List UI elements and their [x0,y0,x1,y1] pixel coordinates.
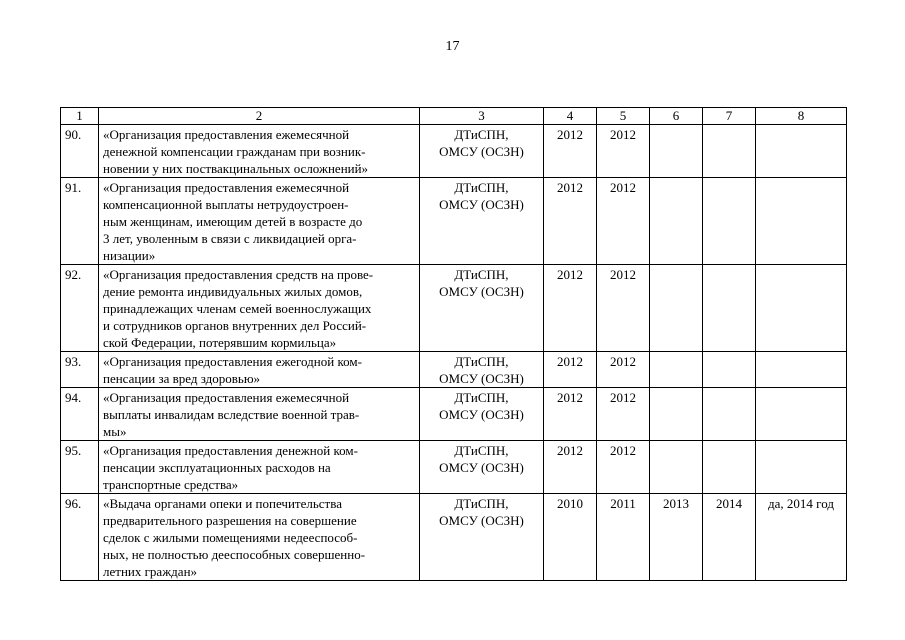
responsible-org [420,265,544,352]
service-name [99,125,420,178]
service-name-line: компенсационной выплаты нетрудоустроен- [103,197,349,212]
service-name-line: «Организация предоставления ежегодной ком- [103,354,362,369]
service-name-line: пенсации за вред здоровью» [103,371,261,386]
header-cell: 6 [650,108,703,125]
year-cell-7 [703,388,756,441]
note-cell-8 [756,352,847,388]
year-cell-5: 2012 [597,178,650,265]
year-cell-4: 2012 [544,125,597,178]
year-cell-6 [650,178,703,265]
header-cell: 1 [61,108,99,125]
row-number: 91. [61,178,99,265]
table-row [61,352,847,388]
responsible-org-line: ДТиСПН, [454,354,509,369]
responsible-org-line: ОМСУ (ОСЗН) [439,407,524,422]
responsible-org [420,352,544,388]
year-cell-7 [703,352,756,388]
note-cell-8 [756,441,847,494]
year-cell-6 [650,441,703,494]
row-number: 90. [61,125,99,178]
year-cell-4: 2012 [544,441,597,494]
service-name-line: «Организация предоставления ежемесячной [103,127,350,142]
table-header-row [61,108,847,125]
header-cell: 5 [597,108,650,125]
header-cell: 4 [544,108,597,125]
service-name-line: 3 лет, уволенным в связи с ликвидацией орга- [103,231,357,246]
row-number: 94. [61,388,99,441]
year-cell-4: 2010 [544,494,597,581]
responsible-org-line: ДТиСПН, [454,390,509,405]
responsible-org-line: ОМСУ (ОСЗН) [439,513,524,528]
responsible-org-line: ДТиСПН, [454,443,509,458]
service-name-line: новении у них поствакцинальных осложнений» [103,161,369,176]
header-cell: 8 [756,108,847,125]
year-cell-6 [650,125,703,178]
note-cell-8 [756,388,847,441]
service-name-line: «Организация предоставления денежной ком- [103,443,358,458]
service-name-line: низации» [103,248,156,263]
services-table [60,107,847,581]
service-name-line: и сотрудников органов внутренних дел Россий- [103,318,367,333]
service-name-line: ской Федерации, потерявшим кормильца» [103,335,337,350]
year-cell-4: 2012 [544,265,597,352]
service-name-line: выплаты инвалидам вследствие военной трав- [103,407,360,422]
year-cell-7 [703,178,756,265]
note-cell-8 [756,125,847,178]
service-name-line: «Организация предоставления ежемесячной [103,180,350,195]
note-cell-8 [756,265,847,352]
responsible-org-line: ОМСУ (ОСЗН) [439,197,524,212]
responsible-org [420,441,544,494]
year-cell-6: 2013 [650,494,703,581]
service-name [99,494,420,581]
responsible-org-line: ДТиСПН, [454,496,509,511]
service-name [99,441,420,494]
service-name [99,178,420,265]
service-name [99,388,420,441]
service-name-line: «Выдача органами опеки и попечительства [103,496,342,511]
row-number: 95. [61,441,99,494]
year-cell-6 [650,265,703,352]
service-name-line: дение ремонта индивидуальных жилых домов, [103,284,363,299]
year-cell-4: 2012 [544,388,597,441]
responsible-org-line: ДТиСПН, [454,267,509,282]
service-name-line: денежной компенсации гражданам при возник- [103,144,366,159]
service-name-line: принадлежащих членам семей военнослужащих [103,301,372,316]
service-name-line: транспортные средства» [103,477,239,492]
service-name-line: предварительного разрешения на совершение [103,513,357,528]
note-cell-8: да, 2014 год [756,494,847,581]
responsible-org [420,388,544,441]
year-cell-7 [703,265,756,352]
year-cell-5: 2012 [597,352,650,388]
responsible-org-line: ОМСУ (ОСЗН) [439,144,524,159]
service-name-line: ных, не полностью дееспособных совершенно- [103,547,366,562]
note-cell-8 [756,178,847,265]
year-cell-4: 2012 [544,352,597,388]
service-name-line: мы» [103,424,127,439]
responsible-org-line: ДТиСПН, [454,127,509,142]
year-cell-7 [703,441,756,494]
table-row [61,265,847,352]
year-cell-4: 2012 [544,178,597,265]
row-number: 96. [61,494,99,581]
year-cell-5: 2012 [597,441,650,494]
responsible-org-line: ОМСУ (ОСЗН) [439,284,524,299]
table-body [61,108,847,581]
responsible-org [420,494,544,581]
year-cell-5: 2012 [597,125,650,178]
header-cell: 3 [420,108,544,125]
responsible-org-line: ОМСУ (ОСЗН) [439,371,524,386]
year-cell-6 [650,352,703,388]
responsible-org [420,125,544,178]
year-cell-5: 2011 [597,494,650,581]
table-row [61,494,847,581]
row-number: 92. [61,265,99,352]
table-row [61,388,847,441]
service-name-line: ным женщинам, имеющим детей в возрасте до [103,214,363,229]
responsible-org [420,178,544,265]
service-name-line: сделок с жилыми помещениями недееспособ- [103,530,358,545]
service-name-line: «Организация предоставления ежемесячной [103,390,350,405]
page-number: 17 [445,39,460,54]
service-name [99,352,420,388]
table-row [61,441,847,494]
year-cell-7: 2014 [703,494,756,581]
responsible-org-line: ОМСУ (ОСЗН) [439,460,524,475]
service-name-line: «Организация предоставления средств на прове- [103,267,374,282]
service-name [99,265,420,352]
year-cell-5: 2012 [597,265,650,352]
year-cell-6 [650,388,703,441]
year-cell-5: 2012 [597,388,650,441]
row-number: 93. [61,352,99,388]
header-cell: 2 [99,108,420,125]
table-row [61,178,847,265]
table-row [61,125,847,178]
service-name-line: пенсации эксплуатационных расходов на [103,460,331,475]
year-cell-7 [703,125,756,178]
service-name-line: летних граждан» [103,564,198,579]
header-cell: 7 [703,108,756,125]
responsible-org-line: ДТиСПН, [454,180,509,195]
